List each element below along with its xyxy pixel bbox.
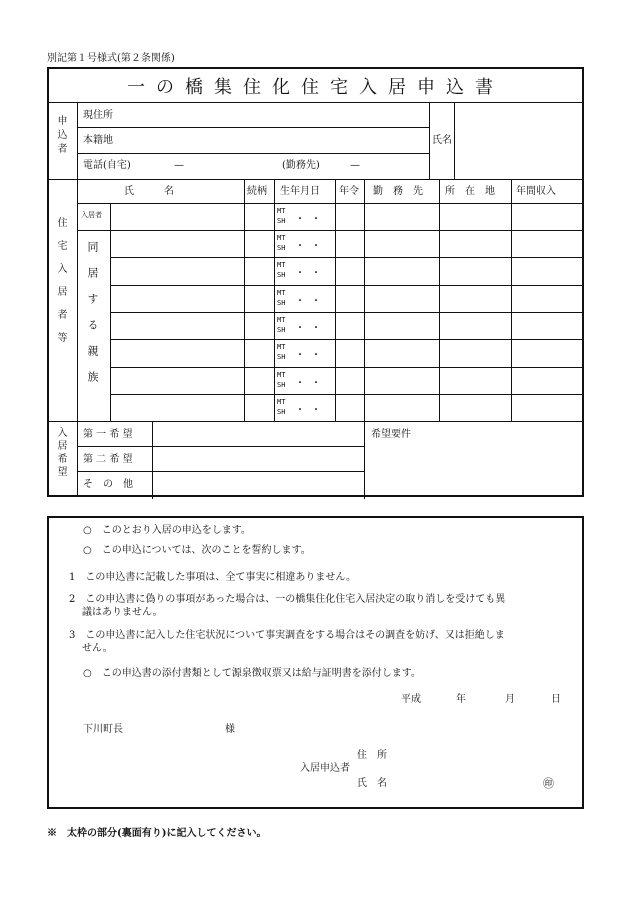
era-sh: SH [277, 299, 286, 307]
resident-age-cell[interactable] [337, 232, 362, 255]
resident-workplace-cell[interactable] [366, 232, 437, 255]
pledge-item-3-line-1: 3 この申込書に記入した住宅状況について事実調査をする場合はその調査を妨げ、又は拒絶しま [69, 630, 505, 641]
birth-era-markers [277, 315, 285, 335]
header-name: 氏 名 [124, 186, 174, 197]
resident-location-cell[interactable] [441, 314, 509, 337]
resident-name-cell[interactable] [112, 341, 242, 364]
pledge-circle-2: ○ この申込については、次のことを誓約します。 [83, 545, 311, 556]
resident-workplace-cell[interactable] [366, 369, 437, 392]
pledge-circle-3: ○ この申込書の添付書類として源泉徴収票又は給与証明書を添付します。 [83, 668, 421, 679]
resident-income-cell[interactable] [513, 287, 580, 310]
resident-location-cell[interactable] [441, 396, 509, 419]
requirements-label: 希望要件 [371, 429, 411, 440]
era-sh: SH [277, 326, 286, 334]
resident-relation-cell[interactable] [246, 341, 272, 364]
era-mt: MT [277, 371, 286, 379]
era-mt: MT [277, 343, 286, 351]
applicant-name-label: 氏名 [432, 135, 452, 146]
resident-income-cell[interactable] [513, 369, 580, 392]
signer-address-label: 住 所 [357, 750, 387, 761]
birth-date-dots: ・・ [295, 268, 327, 279]
date-month: 月 [505, 694, 515, 705]
pledge-item-2-line-1: 2 この申込書に偽りの事項があった場合は、一の橋集住化住宅入居決定の取り消しを受けても異 [69, 594, 506, 605]
resident-age-cell[interactable] [337, 287, 362, 310]
residents-section-label: 住宅入居者等 [55, 217, 66, 355]
birth-era-markers [277, 370, 285, 390]
other-choice-label: そ の 他 [83, 479, 133, 490]
current-address-field[interactable] [139, 105, 424, 125]
work-phone-label: (勤務先) [282, 160, 320, 171]
family-label: 同居する親族 [86, 241, 99, 397]
domicile-field[interactable] [139, 130, 424, 150]
applicant-row-label: 入居者 [81, 211, 102, 219]
requirements-field[interactable] [367, 445, 579, 495]
resident-workplace-cell[interactable] [366, 205, 437, 228]
resident-income-cell[interactable] [513, 259, 580, 282]
other-choice-field[interactable] [155, 474, 361, 494]
resident-location-cell[interactable] [441, 287, 509, 310]
resident-workplace-cell[interactable] [366, 341, 437, 364]
form-title: 一の橋集住化住宅入居申込書 [49, 69, 582, 103]
era-sh: SH [277, 381, 286, 389]
resident-age-cell[interactable] [337, 314, 362, 337]
second-choice-label: 第 二 希 望 [83, 454, 133, 465]
resident-age-cell[interactable] [337, 369, 362, 392]
date-year: 年 [456, 694, 466, 705]
era-sh: SH [277, 408, 286, 416]
resident-relation-cell[interactable] [246, 287, 272, 310]
resident-income-cell[interactable] [513, 341, 580, 364]
resident-name-cell[interactable] [141, 205, 241, 228]
era-mt: MT [277, 234, 286, 242]
era-mt: MT [277, 207, 286, 215]
resident-location-cell[interactable] [441, 341, 509, 364]
birth-date-dots: ・・ [295, 350, 327, 361]
birth-era-markers [277, 206, 285, 226]
resident-workplace-cell[interactable] [366, 259, 437, 282]
era-mt: MT [277, 316, 286, 324]
resident-name-cell[interactable] [112, 287, 242, 310]
era-sh: SH [277, 244, 286, 252]
addressee: 下川町長 [83, 724, 123, 735]
header-birthdate: 生年月日 [280, 186, 320, 197]
application-form [47, 67, 584, 497]
current-address-label: 現住所 [83, 110, 113, 121]
resident-name-cell[interactable] [112, 232, 242, 255]
resident-workplace-cell[interactable] [366, 314, 437, 337]
resident-name-cell[interactable] [112, 314, 242, 337]
resident-age-cell[interactable] [337, 341, 362, 364]
preference-section-label: 入居希望 [55, 427, 66, 479]
home-phone-dash: — [174, 160, 184, 171]
first-choice-label: 第 一 希 望 [83, 429, 133, 440]
resident-workplace-cell[interactable] [366, 287, 437, 310]
resident-name-cell[interactable] [112, 369, 242, 392]
header-relation: 続柄 [247, 186, 267, 197]
resident-age-cell[interactable] [337, 205, 362, 228]
applicant-section-label: 申込者 [55, 115, 66, 157]
resident-relation-cell[interactable] [246, 314, 272, 337]
resident-income-cell[interactable] [513, 396, 580, 419]
applicant-name-field[interactable] [457, 105, 579, 177]
era-mt: MT [277, 289, 286, 297]
birth-date-dots: ・・ [295, 405, 327, 416]
header-income: 年間収入 [516, 186, 556, 197]
pledge-section [47, 516, 584, 809]
resident-income-cell[interactable] [513, 232, 580, 255]
resident-income-cell[interactable] [513, 314, 580, 337]
birth-era-markers [277, 397, 285, 417]
resident-location-cell[interactable] [441, 369, 509, 392]
era-sh: SH [277, 217, 286, 225]
resident-relation-cell[interactable] [246, 369, 272, 392]
signer-name-label: 氏 名 [357, 778, 387, 789]
seal-mark: ㊞ [543, 777, 554, 790]
footer-note: ※ 太枠の部分(裏面有り)に記入してください。 [47, 828, 267, 839]
pledge-item-3-line-2: せん。 [82, 643, 113, 654]
resident-age-cell[interactable] [337, 396, 362, 419]
resident-relation-cell[interactable] [246, 259, 272, 282]
second-choice-field[interactable] [155, 449, 361, 469]
era-sh: SH [277, 353, 286, 361]
header-age: 年令 [339, 186, 359, 197]
birth-date-dots: ・・ [295, 378, 327, 389]
header-workplace: 勤 務 先 [373, 186, 423, 197]
birth-date-dots: ・・ [295, 323, 327, 334]
resident-relation-cell[interactable] [246, 396, 272, 419]
domicile-label: 本籍地 [83, 135, 113, 146]
resident-name-cell[interactable] [112, 259, 242, 282]
resident-location-cell[interactable] [441, 205, 509, 228]
birth-date-dots: ・・ [295, 214, 327, 225]
resident-location-cell[interactable] [441, 259, 509, 282]
header-location: 所 在 地 [445, 186, 495, 197]
birth-date-dots: ・・ [295, 241, 327, 252]
signer-role-label: 入居申込者 [300, 763, 350, 774]
resident-name-cell[interactable] [112, 396, 242, 419]
pledge-item-1: 1 この申込書に記載した事項は、全て事実に相違ありません。 [69, 572, 356, 583]
resident-workplace-cell[interactable] [366, 396, 437, 419]
birth-era-markers [277, 260, 285, 280]
home-phone-label: 電話(自宅) [83, 160, 131, 171]
pledge-item-2-line-2: 議はありません。 [82, 607, 163, 618]
birth-date-dots: ・・ [295, 296, 327, 307]
era-sh: SH [277, 271, 286, 279]
work-phone-dash: — [350, 160, 360, 171]
era-mt: MT [277, 398, 286, 406]
resident-relation-cell[interactable] [246, 205, 272, 228]
birth-era-markers [277, 342, 285, 362]
date-day: 日 [551, 694, 561, 705]
resident-age-cell[interactable] [337, 259, 362, 282]
resident-location-cell[interactable] [441, 232, 509, 255]
resident-income-cell[interactable] [513, 205, 580, 228]
birth-era-markers [277, 233, 285, 253]
honorific: 様 [225, 724, 235, 735]
resident-relation-cell[interactable] [246, 232, 272, 255]
era-mt: MT [277, 261, 286, 269]
first-choice-field[interactable] [155, 424, 361, 444]
date-era: 平成 [401, 694, 421, 705]
pledge-circle-1: ○ このとおり入居の申込をします。 [83, 525, 251, 536]
birth-era-markers [277, 288, 285, 308]
form-label: 別記第１号様式(第２条関係) [47, 53, 175, 64]
